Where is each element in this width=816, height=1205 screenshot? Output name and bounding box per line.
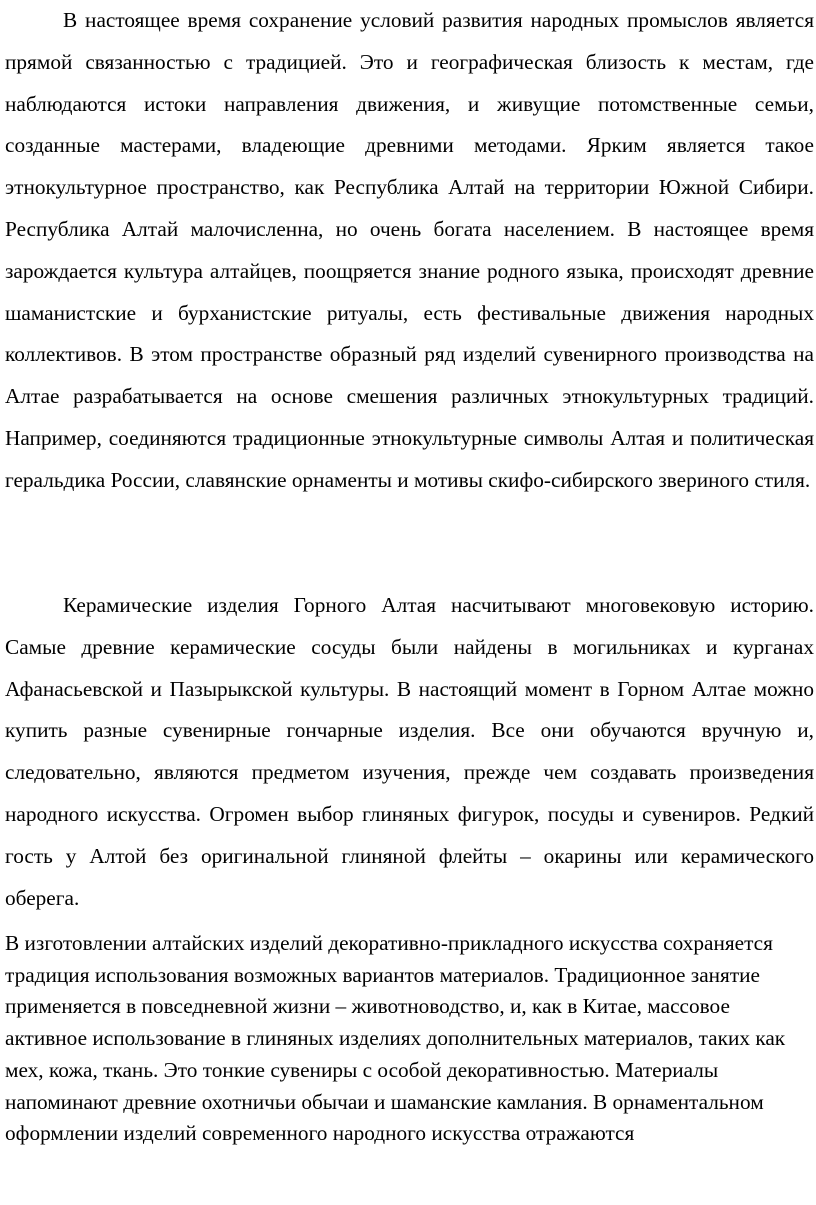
paragraph-souvenir-traditions: В настоящее время сохранение условий развития народных промыслов является прямой связанностью с традицией. Это и географическая близость к местам, где наблюдаются истоки направления движения, и живущие потомственные семьи, созданные мастерами, владеющие древними методами. Ярким является такое этнокультурное пространство, как Республика Алтай на территории Южной Сибири. Республика Алтай малочисленна, но очень богата населением. В настоящее время зарождается культура алтайцев, поощряется знание родного языка, происходят древние шаманистские и бурханистские ритуалы, есть фестивальные движения народных коллективов. В этом пространстве образный ряд изделий сувенирного производства на Алтае разрабатывается на основе смешения различных этнокультурных традиций. Например, соединяются традиционные этнокультурные символы Алтая и политическая геральдика России, славянские орнаменты и мотивы скифо-сибирского звериного стиля. xyxy=(5,8,814,492)
paragraph-materials: В изготовлении алтайских изделий декоративно-прикладного искусства сохраняется традиция использования возможных вариантов материалов. Традиционное занятие применяется в повседневной жизни – животноводство, и, как в Китае, массовое активное использование в глиняных изделиях дополнительных материалов, таких как мех, кожа, ткань. Это тонкие сувениры с особой декоративностью. Материалы напоминают древние охотничьи обычаи и шаманские камлания. В орнаментальном оформлении изделий современного народного искусства отражаются xyxy=(5,931,786,1146)
paragraph-ceramics-history: Керамические изделия Горного Алтая насчитывают многовековую историю. Самые древние керамические сосуды были найдены в могильниках и курганах Афанасьевской и Пазырыкской культуры. В настоящий момент в Горном Алтае можно купить разные сувенирные гончарные изделия. Все они обучаются вручную и, следовательно, являются предметом изучения, прежде чем создавать произведения народного искусства. Огромен выбор глиняных фигурок, посуды и сувениров. Редкий гость у Алтой без оригинальной глиняной флейты – окарины или керамического оберега. xyxy=(5,593,814,910)
